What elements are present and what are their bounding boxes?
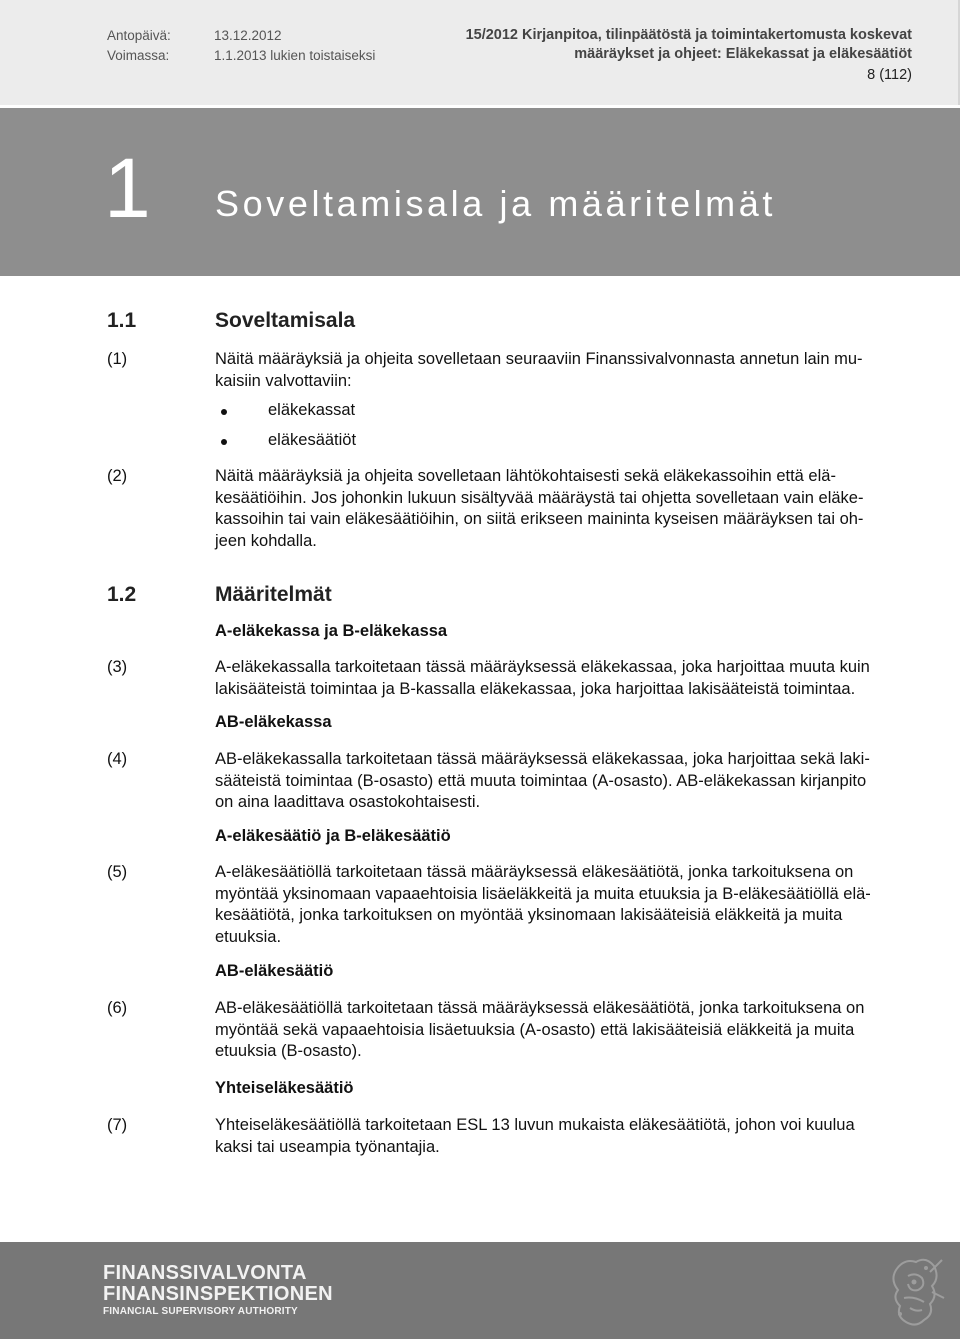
validity-label: Voimassa: xyxy=(107,48,170,63)
text-line: kesäätiöihin. Jos johonkin lukuun sisältyvää määräystä tai ohjetta sovelletaan vain eläke- xyxy=(215,488,864,507)
paragraph-number: (6) xyxy=(107,999,128,1017)
section-number: 1.1 xyxy=(107,309,137,332)
text-line: on aina laadittava osastokohtaisesti. xyxy=(215,793,481,812)
paragraph-text xyxy=(215,349,905,392)
lion-crest-icon xyxy=(886,1252,946,1332)
text-line: lakisääteistä toimintaa ja B-kassalla eläkekassaa, joka harjoittaa lakisääteistä toimintaa. xyxy=(215,679,856,698)
text-line: kaksi tai useampia työnantajia. xyxy=(215,1137,440,1156)
text-line: Näitä määräyksiä ja ohjeita sovelletaan seuraaviin Finanssivalvonnasta annetun lain mu- xyxy=(215,350,863,368)
paragraph-text xyxy=(215,749,905,814)
bullet-item: eläkesäätiöt xyxy=(268,431,357,449)
paragraph-number: (4) xyxy=(107,750,128,768)
paragraph-number: (2) xyxy=(107,467,128,485)
paragraph-number: (1) xyxy=(107,350,128,368)
section-title: Soveltamisala xyxy=(215,309,356,332)
paragraph-text xyxy=(215,657,905,700)
logo-text-english: FINANCIAL SUPERVISORY AUTHORITY xyxy=(103,1306,298,1317)
page-number: 8 (112) xyxy=(867,67,912,83)
bullet-item: eläkekassat xyxy=(268,401,356,419)
logo-text-swedish: FINANSINSPEKTIONEN xyxy=(103,1283,333,1305)
text-line: AB-eläkesäätiöllä tarkoitetaan tässä määräyksessä eläkesäätiötä, jonka tarkoituksena on xyxy=(215,999,865,1017)
paragraph-text xyxy=(215,466,905,552)
logo-text-finnish: FINANSSIVALVONTA xyxy=(103,1262,307,1284)
issue-date-label: Antopäivä: xyxy=(107,28,171,43)
text-line: Näitä määräyksiä ja ohjeita sovelletaan lähtökohtaisesti sekä eläkekassoihin että elä- xyxy=(215,467,836,485)
paragraph-number: (7) xyxy=(107,1116,128,1134)
definition-heading: A-eläkesäätiö ja B-eläkesäätiö xyxy=(215,827,451,845)
chapter-title: Soveltamisala ja määritelmät xyxy=(215,183,776,224)
definition-heading: Yhteiseläkesäätiö xyxy=(215,1079,354,1097)
definition-heading: AB-eläkesäätiö xyxy=(215,962,334,980)
section-number: 1.2 xyxy=(107,583,137,606)
text-line: AB-eläkekassalla tarkoitetaan tässä määräyksessä eläkekassaa, joka harjoittaa sekä laki- xyxy=(215,750,870,768)
paragraph-text xyxy=(215,998,905,1063)
document-title-line2: määräykset ja ohjeet: Eläkekassat ja eläkesäätiöt xyxy=(574,46,912,62)
text-line: kesäätiötä, jonka tarkoituksen on myöntää yksinomaan lakisääteisiä eläkkeitä ja muita xyxy=(215,906,843,925)
issue-date-value: 13.12.2012 xyxy=(214,28,282,43)
chapter-number: 1 xyxy=(104,141,151,235)
text-line: A-eläkekassalla tarkoitetaan tässä määräyksessä eläkekassaa, joka harjoittaa muuta kuin xyxy=(215,658,870,676)
bullet-icon xyxy=(221,439,227,445)
text-line: kaisiin valvottaviin: xyxy=(215,371,352,390)
text-line: etuuksia (B-osasto). xyxy=(215,1042,362,1061)
section-title: Määritelmät xyxy=(215,583,332,606)
text-line: etuuksia. xyxy=(215,927,282,946)
paragraph-text xyxy=(215,862,905,948)
text-line: myöntää sekä vapaaehtoisia lisäetuuksia (A-osasto) että lakisääteisiä eläkkeitä ja muita xyxy=(215,1020,855,1039)
definition-heading: AB-eläkekassa xyxy=(215,713,332,731)
text-line: jeen kohdalla. xyxy=(215,531,317,550)
paragraph-number: (5) xyxy=(107,863,128,881)
text-line: kassoihin tai vain eläkesäätiöihin, on siitä erikseen maininta kyseisen määräyksen tai oh- xyxy=(215,510,864,529)
text-line: A-eläkesäätiöllä tarkoitetaan tässä määräyksessä eläkesäätiötä, jonka tarkoituksena on xyxy=(215,863,854,881)
definition-heading: A-eläkekassa ja B-eläkekassa xyxy=(215,622,448,640)
bullet-icon xyxy=(221,409,227,415)
text-line: Yhteiseläkesäätiöllä tarkoitetaan ESL 13 luvun mukaista eläkesäätiötä, johon voi kuulua xyxy=(215,1116,855,1134)
validity-value: 1.1.2013 lukien toistaiseksi xyxy=(214,48,376,63)
paragraph-number: (3) xyxy=(107,658,128,676)
document-title-line1: 15/2012 Kirjanpitoa, tilinpäätöstä ja toimintakertomusta koskevat xyxy=(465,27,912,43)
text-line: sääteistä toimintaa (B-osasto) että muuta toimintaa (A-osasto). AB-eläkekassan kirjanpito xyxy=(215,771,867,790)
paragraph-text xyxy=(215,1115,905,1158)
text-line: myöntää yksinomaan vapaaehtoisia lisäeläkkeitä ja muita etuuksia ja B-eläkesäätiöllä elä- xyxy=(215,884,871,903)
